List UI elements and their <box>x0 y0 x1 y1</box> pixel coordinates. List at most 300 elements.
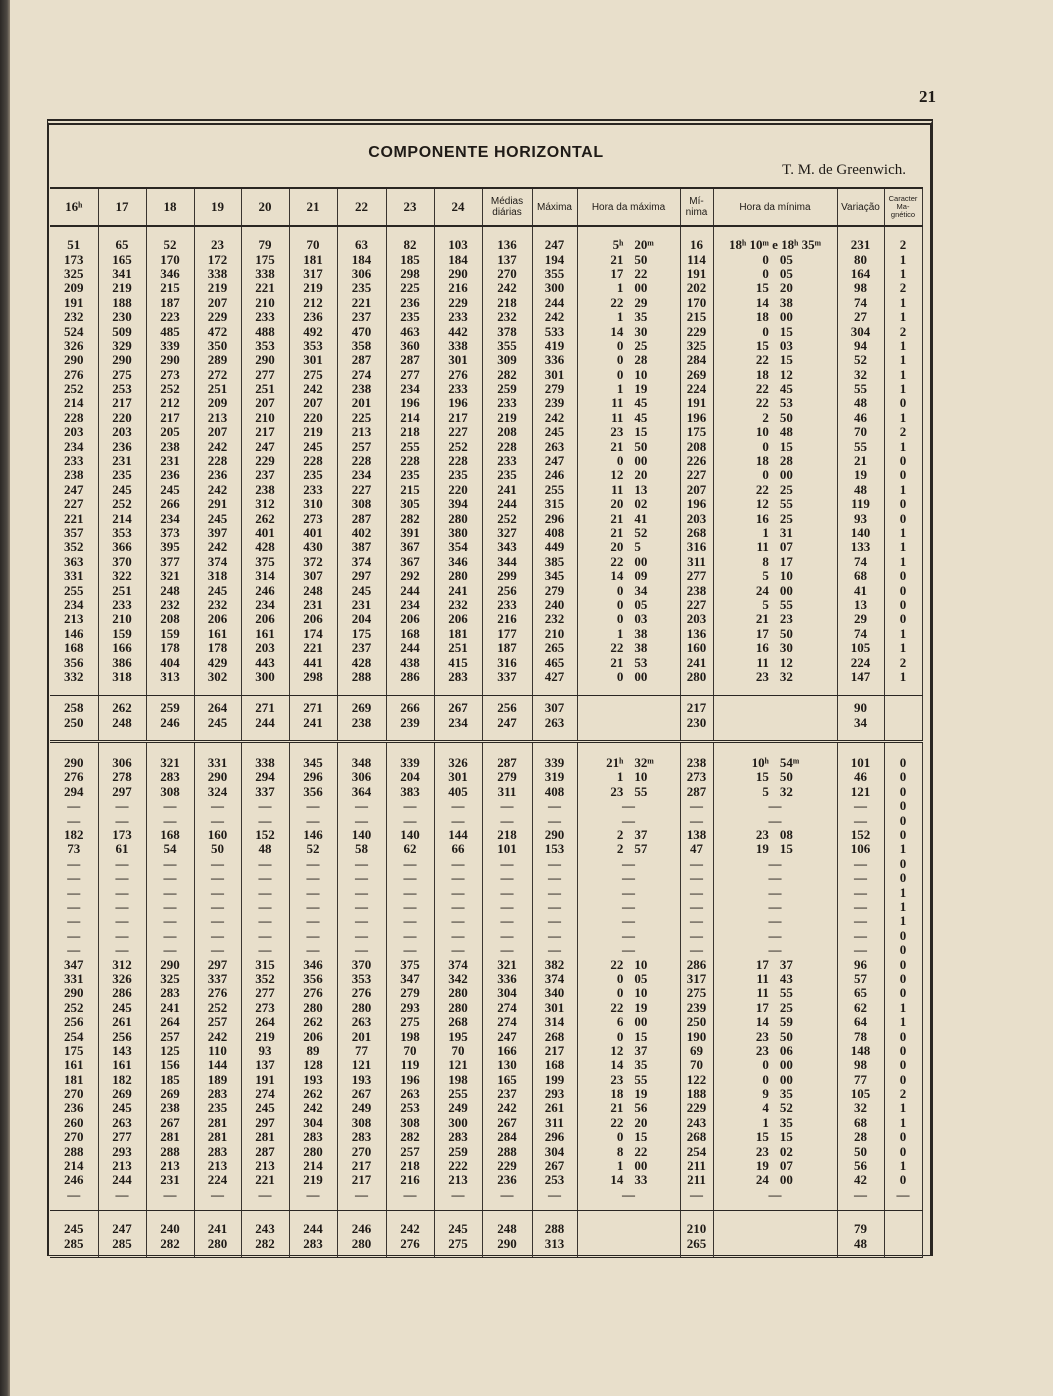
minimum-value: 254 <box>680 1144 713 1158</box>
minimum-value: — <box>680 885 713 899</box>
hourly-value: 213 <box>194 1159 241 1173</box>
time-hours: 10 <box>755 425 769 440</box>
hourly-value: 221 <box>289 641 337 655</box>
maximum-value: 408 <box>532 526 577 540</box>
hourly-value: — <box>289 799 337 813</box>
maximum-value: 296 <box>532 1130 577 1144</box>
hourly-value: 253 <box>98 382 146 396</box>
table-row <box>50 1188 922 1202</box>
hourly-value: 402 <box>337 526 386 540</box>
hourly-value: 181 <box>434 627 482 641</box>
hourly-value: 354 <box>434 540 482 554</box>
magnetic-character-value: 2 <box>884 425 922 439</box>
minimum-value: 196 <box>680 497 713 511</box>
time-minutes: 50 <box>779 410 793 425</box>
minimum-value: 188 <box>680 1087 713 1101</box>
table-row <box>50 555 922 569</box>
col-header-hour-20: 20 <box>241 188 289 226</box>
daily-mean-value: 267 <box>482 1116 532 1130</box>
spacer-cell <box>884 684 922 696</box>
time-minutes: 57 <box>634 842 648 857</box>
time-minutes: 56 <box>634 1101 648 1116</box>
maximum-value: 194 <box>532 252 577 266</box>
maximum-value: 533 <box>532 324 577 338</box>
hourly-value: 342 <box>434 972 482 986</box>
maximum-time <box>577 612 680 626</box>
magnetic-character-value: 0 <box>884 770 922 784</box>
hourly-value: 238 <box>146 1101 194 1115</box>
hourly-value: 246 <box>337 1222 386 1236</box>
maximum-time <box>577 468 680 482</box>
spacer-cell <box>386 684 434 696</box>
variation-value: 96 <box>837 957 884 971</box>
minimum-value: 175 <box>680 425 713 439</box>
variation-value: 121 <box>837 785 884 799</box>
time-minutes: 00 <box>634 1158 648 1174</box>
hourly-value: 267 <box>146 1116 194 1130</box>
maximum-time <box>577 1087 680 1101</box>
hourly-value: 443 <box>241 655 289 669</box>
maximum-value: 301 <box>532 368 577 382</box>
time-hours: 23 <box>610 784 624 799</box>
time-hours: 5 <box>762 597 769 612</box>
hourly-value: 144 <box>194 1058 241 1072</box>
time-hours: 0 <box>762 324 769 339</box>
minimum-time <box>713 1044 837 1058</box>
magnetic-character-value: 0 <box>884 1058 922 1072</box>
hourly-value: 175 <box>337 627 386 641</box>
hourly-value: 280 <box>434 511 482 525</box>
time-minutes: 05 <box>634 597 648 612</box>
time-minutes: 55 <box>634 1072 648 1087</box>
table-row <box>50 439 922 453</box>
table-row <box>50 382 922 396</box>
time-hours: 9 <box>762 1086 769 1102</box>
daily-mean-value: 247 <box>482 1029 532 1043</box>
hourly-value: 251 <box>434 641 482 655</box>
hourly-value: 288 <box>50 1144 98 1158</box>
hourly-value: 251 <box>98 583 146 597</box>
maximum-value: 245 <box>532 425 577 439</box>
magnetic-character-value: 1 <box>884 252 922 266</box>
time-minutes: 00 <box>634 554 648 569</box>
col-header-minimum-time: Hora da mínima <box>713 188 837 226</box>
hourly-value: 287 <box>386 353 434 367</box>
minimum-value: 239 <box>680 1001 713 1015</box>
minimum-value: 16 <box>680 238 713 252</box>
time-hours: 2 <box>616 842 624 857</box>
time-hours: 15 <box>755 1130 769 1145</box>
hourly-value: 321 <box>146 569 194 583</box>
maximum-time <box>577 1116 680 1130</box>
hourly-value: 70 <box>434 1044 482 1058</box>
spacer-cell <box>50 1211 98 1223</box>
time-minutes: 41 <box>634 511 648 526</box>
time-hours: 18 <box>755 309 769 325</box>
hourly-value: 394 <box>434 497 482 511</box>
hourly-value: — <box>434 900 482 914</box>
spacer-cell <box>713 226 837 238</box>
variation-value: 98 <box>837 1058 884 1072</box>
maximum-time <box>577 670 680 684</box>
variation-value: 78 <box>837 1029 884 1043</box>
variation-value: 74 <box>837 555 884 569</box>
hourly-value: 245 <box>50 1222 98 1236</box>
hourly-value: 275 <box>434 1236 482 1250</box>
hourly-value: — <box>386 914 434 928</box>
variation-value: 19 <box>837 468 884 482</box>
magnetic-character-value: 0 <box>884 785 922 799</box>
maximum-value: — <box>532 929 577 943</box>
daily-mean-value: 256 <box>482 583 532 597</box>
spacer-cell <box>194 730 241 742</box>
hourly-value: 270 <box>50 1087 98 1101</box>
hourly-value: 285 <box>98 1236 146 1250</box>
hourly-value: 293 <box>98 1144 146 1158</box>
variation-value: 34 <box>837 716 884 730</box>
time-hours: 16 <box>755 640 769 656</box>
spacer-cell <box>837 684 884 696</box>
hourly-value: 308 <box>386 1116 434 1130</box>
hourly-value: 217 <box>434 411 482 425</box>
magnetic-character-value: 1 <box>884 353 922 367</box>
hourly-value: 405 <box>434 785 482 799</box>
hourly-value: — <box>98 799 146 813</box>
hourly-value: — <box>289 813 337 827</box>
hourly-value: — <box>50 857 98 871</box>
hourly-value: 204 <box>386 770 434 784</box>
hourly-value: 51 <box>50 238 98 252</box>
daily-mean-value: — <box>482 857 532 871</box>
daily-mean-value: 208 <box>482 425 532 439</box>
minimum-time <box>713 396 837 410</box>
time-hours: 1 <box>762 525 769 540</box>
time-hours: 17 <box>755 1000 769 1015</box>
hourly-value: 234 <box>50 439 98 453</box>
minimum-value: 229 <box>680 1101 713 1115</box>
variation-value: 42 <box>837 1173 884 1187</box>
hourly-value: 290 <box>241 353 289 367</box>
hourly-value: 256 <box>98 1029 146 1043</box>
minimum-value: 284 <box>680 353 713 367</box>
spacer-cell <box>434 1211 482 1223</box>
hourly-value: — <box>337 857 386 871</box>
time-hours: 0 <box>616 338 624 353</box>
spacer-cell <box>577 730 680 742</box>
hourly-value: 159 <box>146 627 194 641</box>
daily-mean-value: 242 <box>482 281 532 295</box>
time-minutes: 05 <box>779 252 793 267</box>
hourly-value: 203 <box>98 425 146 439</box>
hourly-value: 308 <box>146 785 194 799</box>
variation-value: 56 <box>837 1159 884 1173</box>
hourly-value: 463 <box>386 324 434 338</box>
hourly-value: — <box>194 799 241 813</box>
hourly-value: 245 <box>98 1001 146 1015</box>
time-minutes: 10 <box>634 986 648 1001</box>
hourly-value: 144 <box>434 828 482 842</box>
maximum-time <box>577 655 680 669</box>
table-row <box>50 857 922 871</box>
variation-value: 68 <box>837 569 884 583</box>
hourly-value: — <box>98 1188 146 1202</box>
maximum-value: 290 <box>532 828 577 842</box>
minimum-value: 190 <box>680 1029 713 1043</box>
daily-mean-value: 344 <box>482 555 532 569</box>
hourly-value: 235 <box>194 1101 241 1115</box>
time-minutes: 43 <box>779 971 793 986</box>
maximum-value: 210 <box>532 627 577 641</box>
spacer-cell <box>337 741 386 756</box>
hourly-value: 216 <box>434 281 482 295</box>
time-minutes: 15 <box>779 1130 793 1145</box>
maximum-time <box>577 483 680 497</box>
time-hours: 22 <box>610 554 624 569</box>
table-row <box>50 871 922 885</box>
minimum-time: — <box>713 813 837 827</box>
time-hours: 22 <box>610 640 624 656</box>
maximum-value: 199 <box>532 1072 577 1086</box>
minimum-time <box>713 828 837 842</box>
minimum-time <box>713 382 837 396</box>
hourly-value: 306 <box>337 267 386 281</box>
maximum-value: 253 <box>532 1173 577 1187</box>
minimum-value: 160 <box>680 641 713 655</box>
hourly-value: 282 <box>386 511 434 525</box>
maximum-value: 293 <box>532 1087 577 1101</box>
maximum-value: 261 <box>532 1101 577 1115</box>
spacer-cell <box>241 730 289 742</box>
minimum-value: 273 <box>680 770 713 784</box>
hourly-value: 286 <box>98 986 146 1000</box>
table-row <box>50 1001 922 1015</box>
time-minutes: 37 <box>634 1043 648 1058</box>
time-minutes: 17 <box>779 554 793 569</box>
hourly-value: 236 <box>289 310 337 324</box>
spacer-cell <box>482 684 532 696</box>
hourly-value: 332 <box>50 670 98 684</box>
hourly-value: 283 <box>337 1130 386 1144</box>
hourly-value: 374 <box>434 957 482 971</box>
hourly-value: 380 <box>434 526 482 540</box>
maximum-value: 279 <box>532 382 577 396</box>
maximum-value: 315 <box>532 497 577 511</box>
spacer-cell <box>241 1202 289 1211</box>
maximum-time <box>577 641 680 655</box>
spacer-cell <box>146 684 194 696</box>
hourly-value: 339 <box>146 339 194 353</box>
maximum-time <box>577 1015 680 1029</box>
hourly-value: 206 <box>289 612 337 626</box>
magnetic-character-value <box>884 1222 922 1236</box>
maximum-value: 240 <box>532 598 577 612</box>
time-hours: 12 <box>755 497 769 512</box>
spacer-cell <box>680 684 713 696</box>
time-hours: 1 <box>616 1158 624 1174</box>
spacer-cell <box>289 741 337 756</box>
maximum-value: 242 <box>532 310 577 324</box>
maximum-time <box>577 296 680 310</box>
variation-value: 46 <box>837 411 884 425</box>
magnetic-character-value: 0 <box>884 871 922 885</box>
hourly-value: 172 <box>194 252 241 266</box>
spacer-cell <box>386 741 434 756</box>
table-row <box>50 598 922 612</box>
hourly-value: 245 <box>194 511 241 525</box>
time-minutes: 00 <box>634 1014 648 1030</box>
hourly-value: 353 <box>289 339 337 353</box>
hourly-value: 428 <box>241 540 289 554</box>
daily-mean-value: 355 <box>482 339 532 353</box>
time-hours: 21 <box>610 511 624 526</box>
hourly-value: 66 <box>434 842 482 856</box>
time-minutes: 06 <box>779 1043 793 1058</box>
hourly-value: 206 <box>241 612 289 626</box>
time-hours: 11 <box>611 482 624 497</box>
time-minutes: 00 <box>634 669 648 684</box>
table-row <box>50 569 922 583</box>
hourly-value: 245 <box>194 583 241 597</box>
magnetic-character-value: 1 <box>884 1116 922 1130</box>
table-row <box>50 583 922 597</box>
hourly-value: 270 <box>337 1144 386 1158</box>
time-minutes: 45 <box>779 381 793 397</box>
spacer-cell <box>146 1211 194 1223</box>
hourly-value: 178 <box>146 641 194 655</box>
minimum-time <box>713 555 837 569</box>
minimum-time <box>713 497 837 511</box>
hourly-value: 214 <box>98 511 146 525</box>
hourly-value: 470 <box>337 324 386 338</box>
spacer-cell <box>434 226 482 238</box>
daily-mean-value: 284 <box>482 1130 532 1144</box>
hourly-value: 252 <box>98 497 146 511</box>
hourly-value: 290 <box>50 986 98 1000</box>
hourly-value: 152 <box>241 828 289 842</box>
col-header-maximum: Máxima <box>532 188 577 226</box>
time-minutes: 15 <box>779 353 793 368</box>
hourly-value: 236 <box>146 468 194 482</box>
time-hours: 15 <box>755 281 769 296</box>
magnetic-character-value: 2 <box>884 238 922 252</box>
hourly-value: 304 <box>289 1116 337 1130</box>
time-hours: 21 <box>610 252 624 267</box>
hourly-value: 288 <box>337 670 386 684</box>
time-minutes: 25 <box>634 338 648 353</box>
magnetic-character-value: 1 <box>884 670 922 684</box>
hourly-value: 310 <box>289 497 337 511</box>
hourly-value: 429 <box>194 655 241 669</box>
hourly-value: — <box>386 857 434 871</box>
variation-value: 147 <box>837 670 884 684</box>
time-hours: 5ʰ <box>612 238 624 253</box>
time-minutes: 00 <box>779 309 793 325</box>
time-hours: 23 <box>755 1029 769 1044</box>
magnetic-character-value: 0 <box>884 1072 922 1086</box>
spacer-cell <box>98 1211 146 1223</box>
maximum-value: 307 <box>532 701 577 715</box>
magnetic-character-value: 0 <box>884 511 922 525</box>
hourly-value: 244 <box>386 583 434 597</box>
rule-row <box>50 1202 922 1211</box>
hourly-value: 210 <box>98 612 146 626</box>
maximum-value: 449 <box>532 540 577 554</box>
variation-value: 13 <box>837 598 884 612</box>
minimum-time <box>713 1130 837 1144</box>
magnetic-character-value: 0 <box>884 1173 922 1187</box>
time-minutes: 15 <box>779 842 793 857</box>
minimum-time: — <box>713 799 837 813</box>
table-row <box>50 1087 922 1101</box>
time-minutes: 30 <box>634 324 648 339</box>
spacer-cell <box>482 226 532 238</box>
spacer-cell <box>194 1251 241 1258</box>
spacer-cell <box>884 1202 922 1211</box>
hourly-value: 228 <box>337 454 386 468</box>
maximum-time <box>577 1001 680 1015</box>
time-minutes: 32ᵐ <box>634 755 654 771</box>
spacer-cell <box>241 226 289 238</box>
variation-value: 62 <box>837 1001 884 1015</box>
maximum-time <box>577 252 680 266</box>
hourly-value: 174 <box>289 627 337 641</box>
hourly-value: 219 <box>289 281 337 295</box>
magnetic-character-value: 0 <box>884 598 922 612</box>
hourly-value: 287 <box>241 1144 289 1158</box>
hourly-value: 227 <box>337 483 386 497</box>
daily-mean-value: 274 <box>482 1015 532 1029</box>
hourly-value: 324 <box>194 785 241 799</box>
variation-value: 50 <box>837 1144 884 1158</box>
hourly-value: — <box>98 885 146 899</box>
hourly-value: 346 <box>434 555 482 569</box>
maximum-value: 301 <box>532 1001 577 1015</box>
maximum-value: — <box>532 914 577 928</box>
table-row <box>50 641 922 655</box>
daily-mean-value: 309 <box>482 353 532 367</box>
minimum-time <box>713 1015 837 1029</box>
maximum-time <box>577 770 680 784</box>
hourly-value: 52 <box>289 842 337 856</box>
daily-mean-value: 327 <box>482 526 532 540</box>
time-hours: 1 <box>616 309 624 325</box>
time-minutes: 55 <box>779 986 793 1001</box>
hourly-value: 185 <box>386 252 434 266</box>
table-row <box>50 986 922 1000</box>
hourly-value: — <box>241 929 289 943</box>
hourly-value: 213 <box>194 411 241 425</box>
hourly-value: 219 <box>289 1173 337 1187</box>
hourly-value: 248 <box>289 583 337 597</box>
daily-mean-value: 165 <box>482 1072 532 1086</box>
maximum-time <box>577 1101 680 1115</box>
daily-mean-value: 136 <box>482 238 532 252</box>
hourly-value: 249 <box>434 1101 482 1115</box>
hourly-value: 54 <box>146 842 194 856</box>
daily-mean-value: 270 <box>482 267 532 281</box>
hourly-value: 337 <box>241 785 289 799</box>
hourly-value: 346 <box>146 267 194 281</box>
hourly-value: 70 <box>289 238 337 252</box>
hourly-value: 235 <box>386 468 434 482</box>
hourly-value: 283 <box>194 1087 241 1101</box>
magnetic-character-value: 0 <box>884 799 922 813</box>
table-row <box>50 842 922 856</box>
hourly-value: 331 <box>194 756 241 770</box>
summary-row <box>50 1222 922 1236</box>
spacer-cell <box>837 226 884 238</box>
hourly-value: 280 <box>434 1001 482 1015</box>
